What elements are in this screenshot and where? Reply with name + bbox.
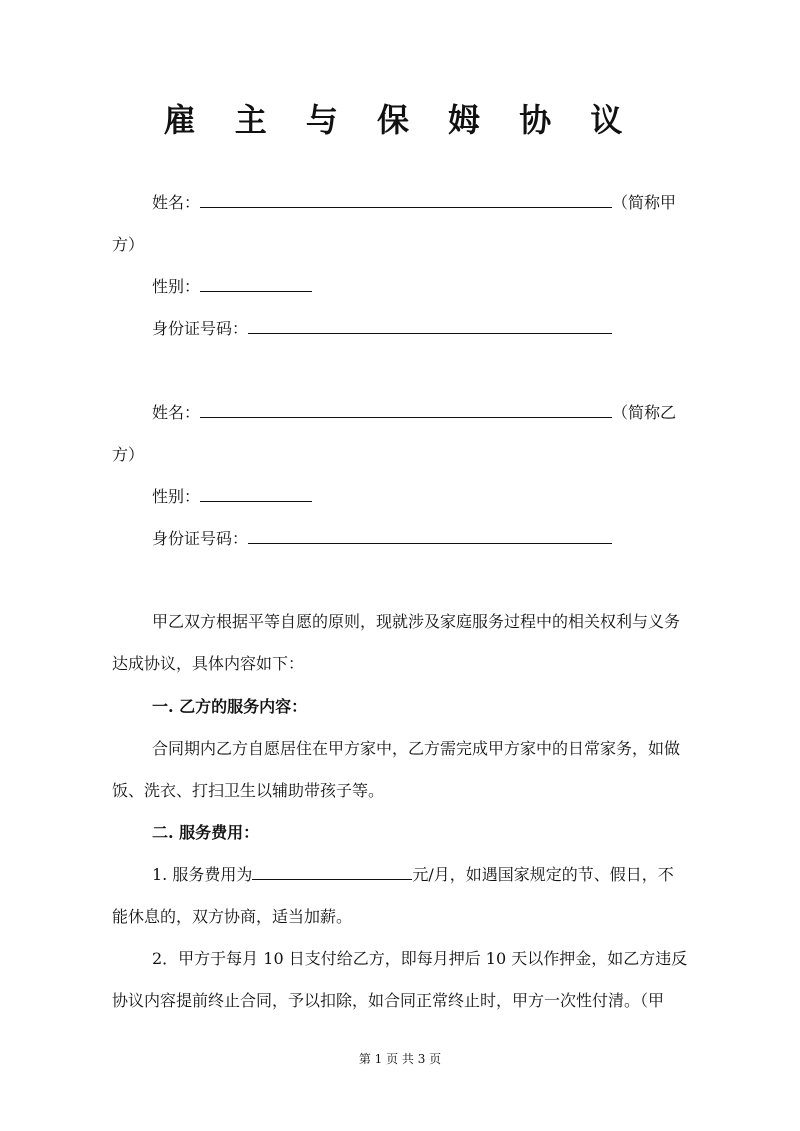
party-a-id-label: 身份证号码： (152, 319, 249, 338)
page-footer: 第 1 页 共 3 页 (358, 1052, 442, 1066)
service-fee-field[interactable] (252, 865, 412, 880)
section-2-item-1-suffix: 元/月，如遇国家规定的节、假日，不 (412, 865, 674, 884)
party-a-short-name-suffix: （简称甲 (612, 193, 677, 212)
section-2-item-1-line-2: 能休息的，双方协商，适当加薪。 (112, 907, 353, 926)
section-2-item-1-row (152, 864, 674, 886)
section-1-line-1: 合同期内乙方自愿居住在甲方家中，乙方需完成甲方家中的日常家务，如做 (152, 739, 681, 758)
party-a-gender-field[interactable] (200, 277, 312, 292)
party-a-name-label: 姓名： (152, 193, 201, 212)
party-a-name-row (152, 192, 676, 214)
party-b-id-row (152, 528, 612, 550)
party-b-name-field[interactable] (200, 403, 612, 418)
section-1-heading: 一. 乙方的服务内容： (152, 697, 308, 716)
party-a-short-name-tail: 方） (112, 235, 145, 254)
intro-line-1: 甲乙双方根据平等自愿的原则，现就涉及家庭服务过程中的相关权利与义务 (152, 612, 681, 631)
party-b-id-label: 身份证号码： (152, 529, 249, 548)
party-b-name-row (152, 402, 676, 424)
party-a-id-row (152, 318, 612, 340)
party-b-gender-field[interactable] (200, 487, 312, 502)
party-b-gender-row (152, 486, 312, 508)
section-1-line-2: 饭、洗衣、打扫卫生以辅助带孩子等。 (112, 781, 385, 800)
intro-line-2: 达成协议，具体内容如下： (112, 654, 305, 673)
party-b-id-field[interactable] (248, 529, 612, 544)
section-2-heading: 二. 服务费用： (152, 823, 260, 842)
section-2-item-2-line-2: 协议内容提前终止合同，予以扣除，如合同正常终止时，甲方一次性付清。（甲 (112, 991, 665, 1010)
section-2-item-2-line-1: 2．甲方于每月 10 日支付给乙方，即每月押后 10 天以作押金，如乙方违反 (152, 949, 688, 968)
party-b-gender-label: 性别： (152, 487, 201, 506)
party-a-id-field[interactable] (248, 319, 612, 334)
party-b-name-label: 姓名： (152, 403, 201, 422)
party-b-short-name-suffix: （简称乙 (612, 403, 677, 422)
document-title: 雇 主 与 保 姆 协 议 (163, 101, 637, 139)
party-a-gender-row (152, 276, 312, 298)
party-a-name-field[interactable] (200, 193, 612, 208)
section-2-item-1-prefix: 1. 服务费用为 (152, 865, 253, 884)
party-b-short-name-tail: 方） (112, 445, 145, 464)
party-a-gender-label: 性别： (152, 277, 201, 296)
